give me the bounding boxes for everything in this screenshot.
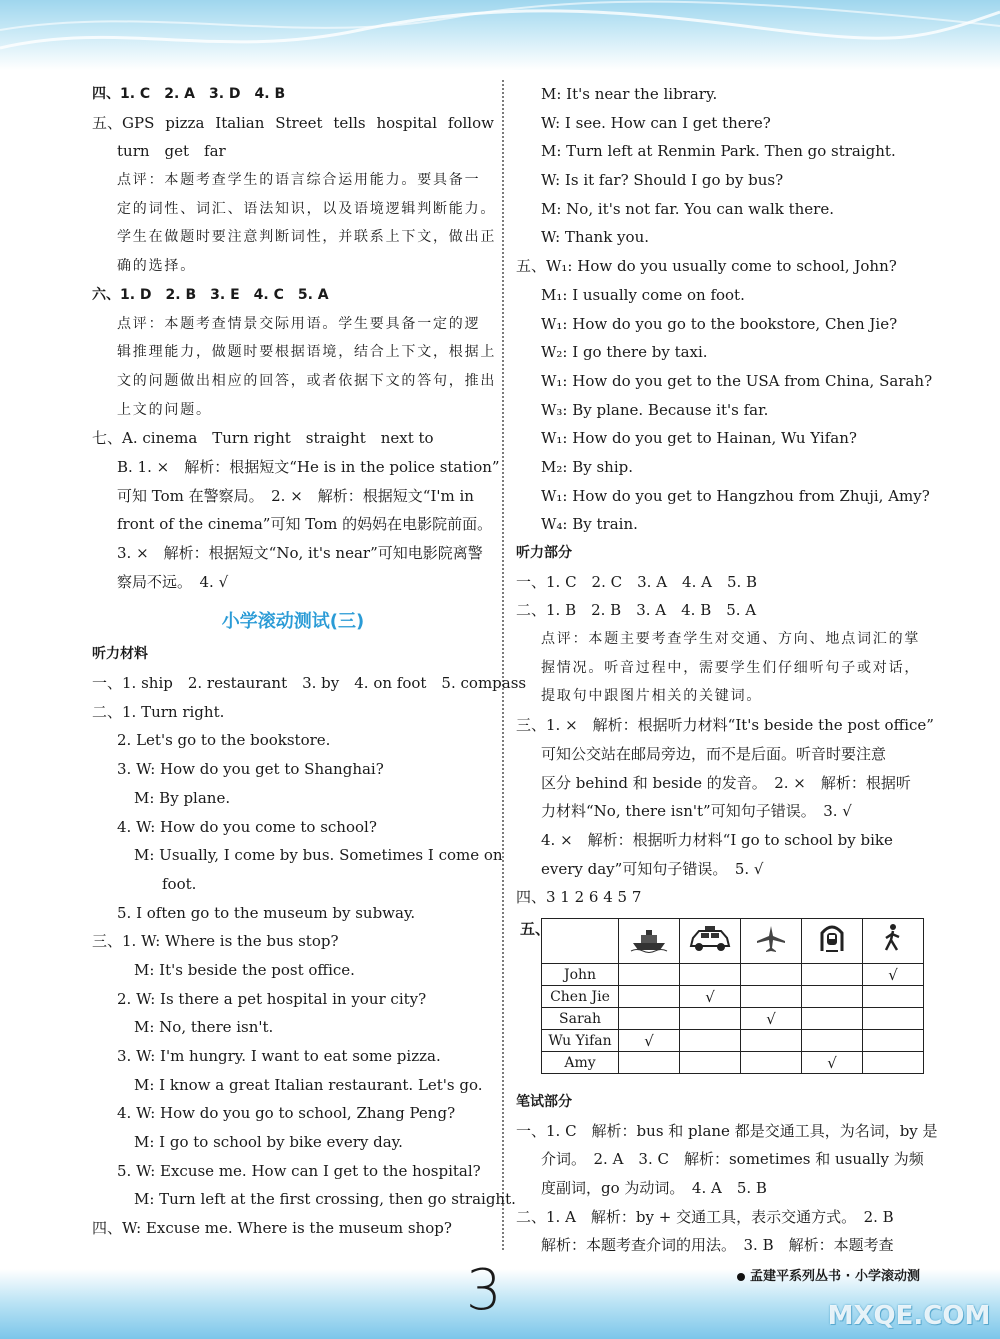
listening-3-line: M: No, there isn't. (134, 1018, 274, 1037)
comment-text: 点评：本题考查学生的语言综合运用能力。要具备一 (117, 172, 481, 189)
listening-3-line: M: I go to school by bike every day. (134, 1133, 403, 1152)
listening-3: 三、1. W: Where is the bus stop? (92, 932, 339, 951)
listening-2-line: 3. W: How do you get to Shanghai? (117, 760, 384, 779)
listening-2-line: M: Usually, I come by bus. Sometimes I come on (134, 846, 503, 865)
transport-table (541, 918, 924, 1074)
answer-3-line: 可知公交站在邮局旁边，而不是后面。听音时要注意 (541, 744, 887, 763)
table-name-cell: Chen Jie (542, 986, 619, 1008)
table-cell (680, 1008, 741, 1030)
answer-3-line: 4. × 解析：根据听力材料“I go to school by bike (541, 830, 893, 849)
table-cell (863, 986, 924, 1008)
answer-3: 三、1. × 解析：根据听力材料“It's beside the post office” (516, 716, 934, 735)
listening-4: 四、W: Excuse me. Where is the museum shop? (92, 1219, 452, 1238)
dialog-line: W₄: By train. (541, 515, 638, 534)
table-cell (741, 986, 802, 1008)
table-cell (741, 1030, 802, 1052)
watermark-text: MXQE.COM (827, 1301, 991, 1331)
table-name-cell: Sarah (542, 1008, 619, 1030)
plane-icon (741, 919, 802, 964)
dialog-line: W: Thank you. (541, 228, 649, 247)
comment-text: 上文的问题。 (117, 401, 212, 418)
table-cell: √ (680, 986, 741, 1008)
answer-section-7b: B. 1. × 解析：根据短文“He is in the police station” (117, 457, 500, 476)
table-cell (619, 986, 680, 1008)
comment-text: 文的问题做出相应的回答，或者依据下文的答句，推出 (117, 372, 497, 389)
table-cell (680, 964, 741, 986)
table-cell (680, 1052, 741, 1074)
comment-text: 辑推理能力，做题时要根据语境，结合上下文，根据上 (117, 344, 497, 361)
dialog-line: M₂: By ship. (541, 457, 633, 476)
table-cell (619, 1052, 680, 1074)
dialog-line: W₁: How do you get to Hainan, Wu Yifan? (541, 429, 857, 448)
written-answer-2-line: 解析：本题考查介词的用法。 3. B 解析：本题考查 (541, 1236, 894, 1255)
answer-section-5-words: 五、GPS pizza Italian Street tells hospital follow (92, 113, 494, 132)
dialog-line: M: No, it's not far. You can walk there. (541, 199, 834, 218)
dialog-line: W₁: How do you get to Hangzhou from Zhuji, Amy? (541, 486, 930, 505)
table-cell (619, 964, 680, 986)
listening-3-line: 2. W: Is there a pet hospital in your city? (117, 989, 427, 1008)
listening-1: 一、1. ship 2. restaurant 3. by 4. on foot 5. compass (92, 674, 527, 693)
answer-5-label: 五、 (520, 920, 551, 938)
dialog-line: M₁: I usually come on foot. (541, 285, 745, 304)
comment-text: 点评：本题考查情景交际用语。学生要具备一定的逻 (117, 315, 481, 332)
listening-3-line: M: It's beside the post office. (134, 960, 355, 979)
table-corner-cell (542, 919, 619, 964)
dialog-line: W₁: How do you get to the USA from China, Sarah? (541, 371, 933, 390)
left-column (92, 80, 527, 1243)
written-answer-1: 一、1. C 解析：bus 和 plane 都是交通工具，为名词，by 是 (516, 1121, 938, 1140)
ship-icon (619, 919, 680, 964)
dialog-line: W: I see. How can I get there? (541, 113, 771, 132)
table-row (542, 964, 924, 986)
table-name-cell: Amy (542, 1052, 619, 1074)
answer-2: 二、1. B 2. B 3. A 4. B 5. A (516, 601, 757, 620)
table-name-cell: Wu Yifan (542, 1030, 619, 1052)
dialog-line: M: Turn left at Renmin Park. Then go straight. (541, 142, 896, 161)
answer-section-5-words-cont: turn get far (117, 142, 226, 161)
written-part-section (516, 1088, 938, 1260)
listening-2: 二、1. Turn right. (92, 702, 225, 721)
table-cell (741, 1052, 802, 1074)
comment-text: 定的词性、词汇、语法知识，以及语境逻辑判断能力。 (117, 200, 497, 217)
answer-1: 一、1. C 2. C 3. A 4. A 5. B (516, 572, 758, 591)
answer-section-7b: 可知 Tom 在警察局。 2. × 解析：根据短文“I'm in (117, 486, 474, 505)
table-row (542, 1052, 924, 1074)
comment-text: 提取句中跟图片相关的关键词。 (541, 688, 763, 705)
table-cell (863, 1030, 924, 1052)
answer-3-line: 区分 behind 和 beside 的发音。 2. × 解析：根据听 (541, 773, 911, 792)
table-cell: √ (802, 1052, 863, 1074)
written-part-heading: 笔试部分 (516, 1094, 572, 1110)
answer-3-line: 力材料“No, there isn't”可知句子错误。 3. √ (541, 802, 852, 821)
page-number: 3 (466, 1258, 502, 1323)
table-cell (863, 1052, 924, 1074)
dialog-line: W₁: How do you go to the bookstore, Chen Jie? (541, 314, 898, 333)
listening-2-line: 4. W: How do you come to school? (117, 817, 377, 836)
series-brand: 孟建平系列丛书 · 小学滚动测 (737, 1265, 920, 1284)
table-cell: √ (619, 1030, 680, 1052)
test-title: 小学滚动测试(三) (221, 611, 365, 633)
listening-material-heading: 听力材料 (92, 646, 148, 663)
written-answer-1-line: 度副词，go 为动词。 4. A 5. B (541, 1179, 767, 1198)
table-cell (802, 986, 863, 1008)
walking-icon (863, 919, 924, 964)
table-header-row (542, 919, 924, 964)
listening-2-line: M: By plane. (134, 788, 231, 807)
dialog-line: W₃: By plane. Because it's far. (541, 400, 769, 419)
answer-section-7b: 察局不远。 4. √ (117, 572, 229, 591)
answer-section-7a: 七、A. cinema Turn right straight next to (92, 429, 434, 448)
table-cell (680, 1030, 741, 1052)
bullet-icon (737, 1273, 745, 1281)
answer-3-line: every day”可知句子错误。 5. √ (541, 859, 764, 878)
comment-text: 握情况。听音过程中，需要学生们仔细听句子或对话， (541, 659, 921, 676)
answer-section-4: 四、1. C 2. A 3. D 4. B (92, 86, 286, 102)
comment-text: 点评：本题主要考查学生对交通、方向、地点词汇的掌 (541, 631, 921, 648)
table-row (542, 1030, 924, 1052)
dialog-line: W₂: I go there by taxi. (541, 343, 708, 362)
listening-3-line: 3. W: I'm hungry. I want to eat some pizza. (117, 1047, 441, 1065)
comment-text: 确的选择。 (117, 258, 196, 275)
train-icon (802, 919, 863, 964)
answer-section-6: 六、1. D 2. B 3. E 4. C 5. A (92, 286, 329, 303)
written-answer-1-line: 介词。 2. A 3. C 解析：sometimes 和 usually 为频 (541, 1150, 924, 1169)
table-cell (802, 964, 863, 986)
table-name-cell: John (542, 964, 619, 986)
table-row (542, 986, 924, 1008)
comment-text: 学生在做题时要注意判断词性，并联系上下文，做出正 (117, 229, 497, 246)
table-cell: √ (863, 964, 924, 986)
watermark (824, 1273, 994, 1333)
table-cell (619, 1008, 680, 1030)
table-cell (741, 964, 802, 986)
listening-3-line: 4. W: How do you go to school, Zhang Peng? (117, 1104, 456, 1123)
listening-part-heading: 听力部分 (516, 545, 572, 561)
answer-section-7b: front of the cinema”可知 Tom 的妈妈在电影院前面。 (117, 515, 493, 534)
listening-3-line: M: Turn left at the first crossing, then go straight. (134, 1190, 516, 1209)
dialog-line: M: It's near the library. (541, 85, 718, 103)
answer-4: 四、3 1 2 6 4 5 7 (516, 888, 642, 907)
listening-2-line: 5. I often go to the museum by subway. (117, 903, 416, 922)
written-answer-2: 二、1. A 解析：by + 交通工具，表示交通方式。 2. B (516, 1207, 894, 1226)
dialog-5: 五、W₁: How do you usually come to school, John? (516, 257, 897, 276)
listening-2-line: 2. Let's go to the bookstore. (117, 731, 331, 750)
column-divider (502, 80, 504, 1250)
wave-decoration (0, 0, 1000, 70)
listening-2-line: foot. (162, 874, 197, 893)
answer-section-7b: 3. × 解析：根据短文“No, it's near”可知电影院离警 (117, 544, 483, 562)
top-decorative-band (0, 0, 1000, 70)
dialog-line: W: Is it far? Should I go by bus? (541, 171, 784, 190)
taxi-icon (680, 919, 741, 964)
table-cell (863, 1008, 924, 1030)
right-column (516, 80, 934, 912)
table-cell (802, 1008, 863, 1030)
table-cell: √ (741, 1008, 802, 1030)
listening-3-line: 5. W: Excuse me. How can I get to the hospital? (117, 1161, 481, 1180)
table-cell (802, 1030, 863, 1052)
listening-3-line: M: I know a great Italian restaurant. Let's go. (134, 1075, 483, 1094)
table-row (542, 1008, 924, 1030)
